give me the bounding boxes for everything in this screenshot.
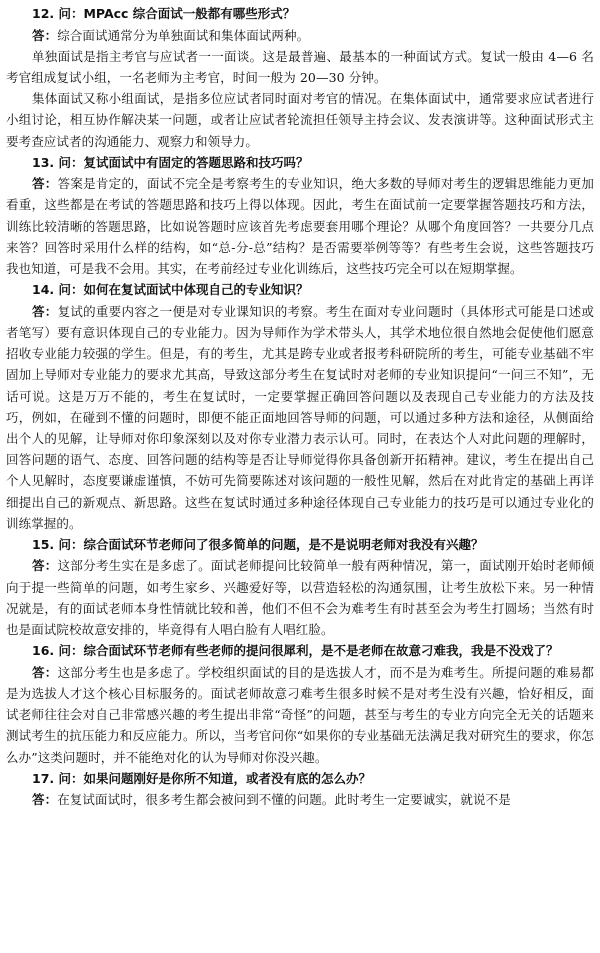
- question-heading: 12. 问：MPAcc 综合面试一般都有哪些形式？: [32, 6, 296, 21]
- answer-paragraph: [6, 789, 594, 810]
- answer-label: 答：: [32, 792, 58, 808]
- qa-item-13: [6, 152, 594, 280]
- question-heading: 15. 问：综合面试环节老师问了很多简单的问题，是不是说明老师对我没有兴趣？: [32, 536, 484, 552]
- question-heading: 14. 问：如何在复试面试中体现自己的专业知识？: [32, 282, 309, 298]
- answer-label: 答：: [32, 558, 58, 574]
- answer-paragraph: [6, 555, 594, 640]
- answer-paragraph: [6, 25, 594, 46]
- qa-item-15: [6, 534, 594, 640]
- qa-item-12: [6, 3, 594, 152]
- question-heading: 16. 问：综合面试环节老师有些老师的提问很犀利，是不是老师在故意刁难我，我是不没戏了？: [32, 643, 559, 659]
- answer-text: 这部分考生实在是多虑了。面试老师提问比较简单一般有两种情况，第一，面试刚开始时老师倾向于提一些简单的问题，如考生家乡、兴趣爱好等，以营造轻松的沟通氛围，让考生放松下来。另一种情况就是，有的面试老师本身性情就比较和善，他们不但不会为难考生有时甚至会为考生打圆场；当然有时也是面试院校故意安排的，毕竟得有人唱白脸有人唱红脸。: [6, 558, 595, 638]
- question-heading: 13. 问：复试面试中有固定的答题思路和技巧吗？: [32, 154, 309, 170]
- answer-text: 在复试面试时，很多考生都会被问到不懂的问题。此时考生一定要诚实，就说不是: [57, 792, 511, 808]
- answer-label: 答：: [32, 27, 58, 43]
- answer-text: 答案是肯定的，面试不完全是考察考生的专业知识，绝大多数的导师对考生的逻辑思维能力更加看重，这些都是在考试的答题思路和技巧上得以体现。因此，考生在面试前一定要掌握答题技巧和方法，训练比较清晰的答题思路，比如说答题时应该首先考虑要套用哪个理论？从哪个角度回答？一共要分几点来答？回答时采用什么样的结构，如“总-分-总”结构？是否需要举例等等？有些考生会说，这些答题技巧我也知道，可是我不会用。其实，在考前经过专业化训练后，这些技巧完全可以在短期掌握。: [6, 176, 595, 277]
- qa-item-14: [6, 279, 594, 534]
- qa-item-16: [6, 640, 594, 768]
- question-heading: 17. 问：如果问题刚好是你所不知道，或者没有底的怎么办？: [32, 770, 371, 786]
- answer-label: 答：: [32, 303, 58, 319]
- answer-text: 综合面试通常分为单独面试和集体面试两种。: [57, 27, 310, 43]
- answer-paragraph: 集体面试又称小组面试，是指多位应试者同时面对考官的情况。在集体面试中，通常要求应试者进行小组讨论，相互协作解决某一问题，或者让应试者轮流担任领导主持会议、发表演讲等。这种面试形式主要考查应试者的沟通能力、观察力和领导力。: [6, 91, 594, 149]
- answer-text: 这部分考生也是多虑了。学校组织面试的目的是选拔人才，而不是为难考生。所提问题的难易都是为选拔人才这个核心目标服务的。面试老师故意刁难考生很多时候不是对考生没有兴趣，恰好相反，面试老师往往会对自己非常感兴趣的考生提出非常“奇怪”的问题，甚至与考生的专业方向完全无关的话题来测试考生的抗压能力和反应能力。所以，当考官问你“如果你的专业基础无法满足我对研究生的要求，你怎么办”这类问题时，并不能绝对化的认为导师对你没兴趣。: [6, 664, 595, 765]
- answer-paragraph: [6, 173, 594, 279]
- answer-paragraph: [6, 301, 594, 534]
- answer-text: 复试的重要内容之一便是对专业课知识的考察。考生在面对专业问题时（具体形式可能是口述或者笔写）要有意识体现自己的专业能力。因为导师作为学术带头人，其学术地位很自然地会促使他们愿意招收专业能力较强的学生。但是，有的考生，尤其是跨专业或者报考科研院所的考生，可能专业基础不牢固加上导师对专业能力的要求尤其高，导致这部分考生在复试时对老师的专业知识提问“一问三不知”，无话可说。这是万万不能的，考生在复试时，一定要掌握正确回答问题以及表现自己专业能力的方法及技巧，例如，在碰到不懂的问题时，即便不能正面地回答导师的问题，可以通过多种方法和途径，从侧面给出个人的见解，让导师对你印象深刻以及对你专业潜力表示认可。同时，在表达个人对此问题的理解时，回答问题的语气、态度、回答问题的结构等是否让导师觉得你具备创新开拓精神。建议，考生在提出自己个人见解时，态度要谦虚谨慎，不妨可先简要陈述对该问题的一般性见解，然后在对此肯定的基础上再详细提出自己的新观点、新思路。这些在复试时通过多种途径体现自己专业能力的技巧是可以通过专业化的训练掌握的。: [6, 303, 595, 531]
- answer-label: 答：: [32, 664, 58, 680]
- qa-item-17: [6, 768, 594, 811]
- answer-label: 答：: [32, 176, 58, 192]
- answer-paragraph: 单独面试是指主考官与应试者一一面谈。这是最普遍、最基本的一种面试方式。复试一般由 4—6 名考官组成复试小组，一名老师为主考官，时间一般为 20—30 分钟。: [6, 48, 594, 85]
- answer-paragraph: [6, 662, 594, 768]
